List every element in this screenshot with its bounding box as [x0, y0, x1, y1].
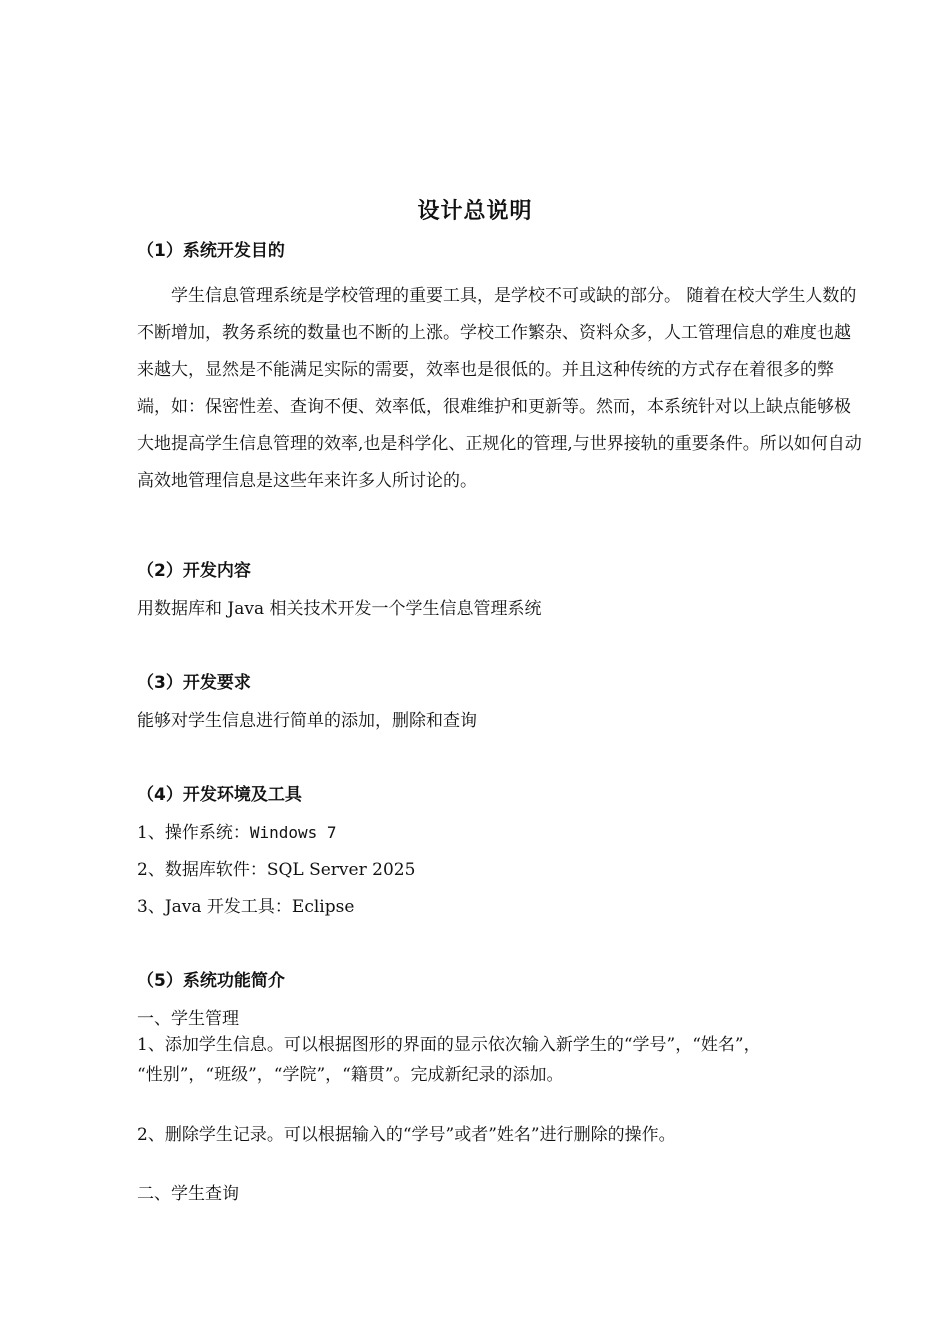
feature-line-add-student-2: “性别”，“班级”，“学院”，“籍贯”。完成新纪录的添加。: [137, 1065, 564, 1085]
content-line: 用数据库和 Java 相关技术开发一个学生信息管理系统: [137, 599, 542, 619]
env-line-database: [137, 855, 415, 880]
env-line-os: [137, 818, 337, 843]
section-heading-purpose: （1）系统开发目的: [137, 241, 285, 261]
feature-line-student-management: 一、学生管理: [137, 1009, 239, 1029]
feature-line-add-student-1: 1、添加学生信息。可以根据图形的界面的显示依次输入新学生的“学号”，“姓名”，: [137, 1035, 761, 1055]
feature-line-delete-student: 2、删除学生记录。可以根据输入的“学号”或者”姓名”进行删除的操作。: [137, 1125, 676, 1145]
env-line-java-tool: [137, 892, 354, 917]
env-db-value: SQL Server 2025: [266, 860, 416, 880]
document-title: 设计总说明: [417, 199, 533, 224]
section-heading-content: （2）开发内容: [137, 561, 251, 581]
section-heading-features: （5）系统功能简介: [137, 971, 285, 991]
requirements-line: 能够对学生信息进行简单的添加，删除和查询: [137, 711, 477, 731]
section-heading-environment: （4）开发环境及工具: [137, 785, 302, 805]
env-db-label: 2、数据库软件：: [137, 860, 267, 880]
env-java-label: 3、Java 开发工具：: [137, 897, 292, 917]
feature-line-student-query: 二、学生查询: [137, 1184, 239, 1204]
section-heading-requirements: （3）开发要求: [137, 673, 251, 693]
env-os-value: Windows 7: [249, 823, 337, 842]
env-os-label: 1、操作系统：: [137, 823, 250, 843]
section-paragraph-purpose: 学生信息管理系统是学校管理的重要工具，是学校不可或缺的部分。 随着在校大学生人数的不断增加，教务系统的数量也不断的上涨。学校工作繁杂、资料众多，人工管理信息的难度也越来越大，显然是不能满足实际的需要，效率也是很低的。并且这种传统的方式存在着很多的弊端，如：保密性差、查询不便、效率低，很难维护和更新等。然而，本系统针对以上缺点能够极大地提高学生信息管理的效率,也是科学化、正规化的管理,与世界接轨的重要条件。所以如何自动高效地管理信息是这些年来许多人所讨论的。: [137, 286, 862, 491]
env-java-value: Eclipse: [291, 897, 355, 917]
